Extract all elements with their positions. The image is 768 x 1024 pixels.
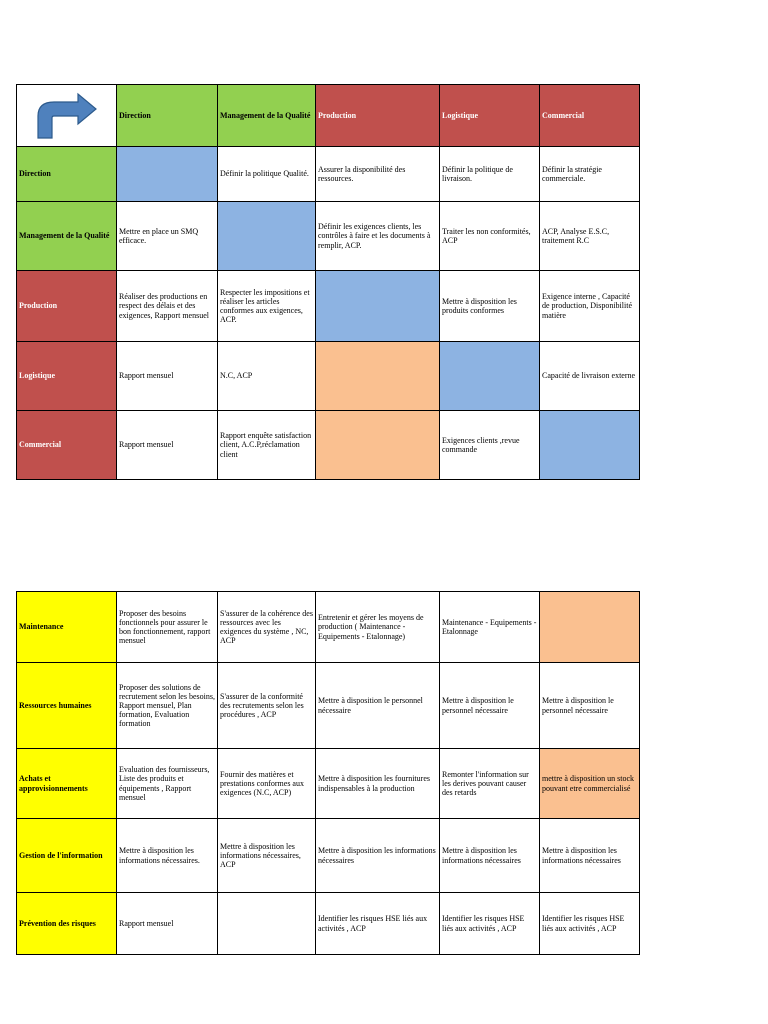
table-cell: Exigence interne , Capacité de production, Disponibilité matière [540, 271, 640, 342]
interaction-matrix-table [16, 84, 640, 480]
table-cell: Proposer des besoins fonctionnels pour assurer le bon fonctionnement, rapport mensuel [117, 592, 218, 663]
table-cell: Définir la stratégie commerciale. [540, 147, 640, 202]
table-cell [316, 271, 440, 342]
table-cell: Définir la politique de livraison. [440, 147, 540, 202]
table-row [17, 592, 640, 663]
table-cell: Définir les exigences clients, les contrôles à faire et les documents à remplir, ACP. [316, 202, 440, 271]
table-row [17, 147, 640, 202]
table-cell: Mettre à disposition les informations nécessaires, ACP [218, 819, 316, 893]
table-cell: Identifier les risques HSE liés aux activités , ACP [540, 893, 640, 955]
table-cell: Exigences clients ,revue commande [440, 411, 540, 480]
table-cell: Evaluation des fournisseurs, Liste des produits et équipements , Rapport mensuel [117, 749, 218, 819]
table-cell [218, 202, 316, 271]
row-label: Gestion de l'information [17, 819, 117, 893]
table-cell [117, 147, 218, 202]
row-label: Logistique [17, 342, 117, 411]
table-row [17, 202, 640, 271]
table-cell: Respecter les impositions et réaliser les articles conformes aux exigences, ACP. [218, 271, 316, 342]
table-cell: Mettre à disposition le personnel nécessaire [316, 663, 440, 749]
row-label: Ressources humaines [17, 663, 117, 749]
table-cell: mettre à disposition un stock pouvant etre commercialisé [540, 749, 640, 819]
table-cell: Traiter les non conformités, ACP [440, 202, 540, 271]
table-cell [316, 411, 440, 480]
table-row [17, 663, 640, 749]
row-label: Management de la Qualité [17, 202, 117, 271]
table-cell: Mettre à disposition les informations nécessaires [440, 819, 540, 893]
table-cell: Réaliser des productions en respect des délais et des exigences, Rapport mensuel [117, 271, 218, 342]
table-cell: Mettre à disposition le personnel nécessaire [540, 663, 640, 749]
table-cell: Capacité de livraison externe [540, 342, 640, 411]
row-label: Commercial [17, 411, 117, 480]
table-row [17, 819, 640, 893]
table-row [17, 749, 640, 819]
table-cell: Entretenir et gérer les moyens de production ( Maintenance - Equipements - Etalonnage) [316, 592, 440, 663]
row-label: Prévention des risques [17, 893, 117, 955]
table-cell: S'assurer de la cohérence des ressources avec les exigences du système , NC, ACP [218, 592, 316, 663]
table-cell: Mettre à disposition les informations nécessaires [316, 819, 440, 893]
table-cell [316, 342, 440, 411]
row-label: Achats et approvisionnements [17, 749, 117, 819]
table-row [17, 342, 640, 411]
table-cell: Rapport mensuel [117, 893, 218, 955]
table-row [17, 893, 640, 955]
table-row [17, 411, 640, 480]
table-cell: ACP, Analyse E.S.C, traitement R.C [540, 202, 640, 271]
table-cell: Mettre en place un SMQ efficace. [117, 202, 218, 271]
table-cell: Rapport mensuel [117, 342, 218, 411]
table-cell [540, 592, 640, 663]
corner-cell [17, 85, 117, 147]
table-cell [440, 342, 540, 411]
table-cell: Maintenance - Equipements - Etalonnage [440, 592, 540, 663]
table-cell: Identifier les risques HSE liés aux activités , ACP [316, 893, 440, 955]
table-cell: S'assurer de la conformité des recrutements selon les procédures , ACP [218, 663, 316, 749]
support-process-table [16, 591, 640, 955]
table-cell: Rapport enquête satisfaction client, A.C.P,réclamation client [218, 411, 316, 480]
table-cell: Mettre à disposition les fournitures indispensables à la production [316, 749, 440, 819]
row-label: Maintenance [17, 592, 117, 663]
table-cell: Proposer des solutions de recrutement selon les besoins, Rapport mensuel, Plan formation, Evaluation formation [117, 663, 218, 749]
table-cell: Définir la politique Qualité. [218, 147, 316, 202]
bent-arrow-right-icon [19, 92, 114, 140]
table-cell: Mettre à disposition les produits conformes [440, 271, 540, 342]
table-cell: N.C, ACP [218, 342, 316, 411]
table-cell: Rapport mensuel [117, 411, 218, 480]
header-management-qualite: Management de la Qualité [218, 85, 316, 147]
header-logistique: Logistique [440, 85, 540, 147]
table-cell: Mettre à disposition le personnel nécessaire [440, 663, 540, 749]
row-label: Production [17, 271, 117, 342]
row-label: Direction [17, 147, 117, 202]
header-production: Production [316, 85, 440, 147]
table-cell: Identifier les risques HSE liés aux activités , ACP [440, 893, 540, 955]
header-direction: Direction [117, 85, 218, 147]
table-cell [540, 411, 640, 480]
table-row [17, 271, 640, 342]
table-cell: Fournir des matières et prestations conformes aux exigences (N.C, ACP) [218, 749, 316, 819]
table-cell: Mettre à disposition les informations nécessaires [540, 819, 640, 893]
table-cell: Remonter l'information sur les derives pouvant causer des retards [440, 749, 540, 819]
header-row [17, 85, 640, 147]
table-cell [218, 893, 316, 955]
table-cell: Mettre à disposition les informations nécessaires. [117, 819, 218, 893]
header-commercial: Commercial [540, 85, 640, 147]
table-cell: Assurer la disponibilité des ressources. [316, 147, 440, 202]
